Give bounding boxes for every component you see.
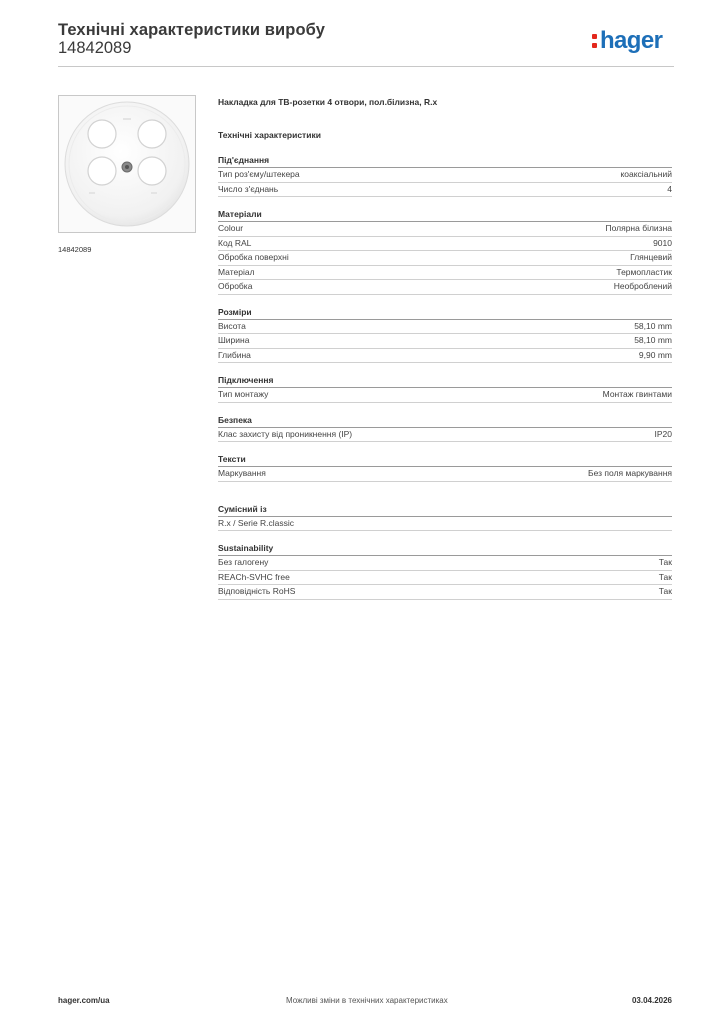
footer-date: 03.04.2026 bbox=[631, 996, 672, 1005]
logo-dot-bottom bbox=[592, 43, 597, 48]
product-image bbox=[58, 95, 196, 233]
spec-row bbox=[218, 349, 672, 364]
spec-group bbox=[218, 542, 672, 600]
spec-row bbox=[218, 266, 672, 281]
footer-disclaimer: Можливі зміни в технічних характеристиках bbox=[286, 996, 448, 1005]
spec-label: Обробка bbox=[218, 281, 253, 291]
spec-label: Код RAL bbox=[218, 237, 252, 248]
image-caption: 14842089 bbox=[58, 245, 92, 254]
product-name: Накладка для ТВ-розетки 4 отвори, пол.білизна, R.x bbox=[218, 97, 438, 107]
spec-label: Обробка поверхні bbox=[218, 252, 289, 262]
spec-group bbox=[218, 306, 672, 364]
spec-label: Маркування bbox=[218, 468, 266, 478]
hager-logo[interactable] bbox=[592, 28, 676, 56]
spec-row bbox=[218, 388, 672, 403]
spec-row bbox=[218, 571, 672, 586]
spec-value: Так bbox=[658, 571, 672, 582]
spec-label: Тип роз'єму/штекера bbox=[218, 169, 300, 179]
spec-row bbox=[218, 237, 672, 252]
spec-group-title: Sustainability bbox=[218, 542, 672, 556]
spec-group bbox=[218, 414, 672, 443]
tech-section-title: Технічні характеристики bbox=[218, 130, 321, 140]
spec-label: Ширина bbox=[218, 335, 250, 345]
spec-row bbox=[218, 222, 672, 237]
spec-label: Висота bbox=[218, 320, 246, 331]
spec-row bbox=[218, 251, 672, 266]
spec-row bbox=[218, 467, 672, 482]
spec-group-title: Підключення bbox=[218, 374, 672, 388]
spec-group-title: Під'єднання bbox=[218, 154, 672, 168]
spec-label: Число з'єднань bbox=[218, 183, 279, 194]
spec-value: коаксіальний bbox=[620, 169, 672, 179]
spec-value: Так bbox=[658, 586, 672, 596]
socket-cover-4-holes-image bbox=[59, 96, 195, 232]
spec-value: 58,10 mm bbox=[634, 335, 672, 345]
spec-value: Без поля маркування bbox=[588, 468, 672, 478]
spec-value: Так bbox=[658, 557, 672, 567]
spec-label: Клас захисту від проникнення (IP) bbox=[218, 428, 353, 439]
spec-value: 58,10 mm bbox=[634, 320, 672, 331]
spec-label: Матеріал bbox=[218, 266, 255, 277]
spec-row bbox=[218, 320, 672, 335]
spec-group bbox=[218, 503, 672, 532]
spec-row bbox=[218, 183, 672, 198]
spec-label: REACh-SVHC free bbox=[218, 571, 290, 582]
product-code: 14842089 bbox=[58, 39, 132, 57]
spec-group bbox=[218, 453, 672, 482]
spec-value: Монтаж гвинтами bbox=[602, 389, 672, 399]
spec-value: Термопластик bbox=[616, 266, 672, 277]
spec-label: Тип монтажу bbox=[218, 389, 269, 399]
spec-group-title: Розміри bbox=[218, 306, 672, 320]
spec-row bbox=[218, 280, 672, 295]
spec-group bbox=[218, 374, 672, 403]
spec-value: 9010 bbox=[653, 237, 672, 248]
spec-group-title: Матеріали bbox=[218, 208, 672, 222]
footer-website[interactable]: hager.com/ua bbox=[58, 996, 110, 1005]
spec-row bbox=[218, 585, 672, 600]
spec-row bbox=[218, 428, 672, 443]
spec-row bbox=[218, 556, 672, 571]
logo-text: hager bbox=[600, 27, 663, 54]
spec-content bbox=[218, 96, 672, 600]
spec-label: Colour bbox=[218, 223, 244, 233]
spec-label: R.x / Serie R.classic bbox=[218, 517, 295, 528]
spec-value: IP20 bbox=[654, 428, 672, 439]
spec-value: 9,90 mm bbox=[638, 349, 672, 360]
header-divider bbox=[58, 66, 674, 67]
spec-row bbox=[218, 168, 672, 183]
spec-label: Відповідність RoHS bbox=[218, 586, 296, 596]
spec-label: Глибина bbox=[218, 349, 251, 360]
spec-value: 4 bbox=[667, 183, 672, 194]
spec-label: Без галогену bbox=[218, 557, 269, 567]
spec-value: Полярна білизна bbox=[605, 223, 672, 233]
spec-row bbox=[218, 334, 672, 349]
spec-group bbox=[218, 208, 672, 295]
spec-value: Глянцевий bbox=[630, 252, 672, 262]
spec-groups bbox=[218, 154, 672, 600]
page-title: Технічні характеристики виробу bbox=[58, 21, 325, 39]
spec-row bbox=[218, 517, 672, 532]
spec-group-title: Тексти bbox=[218, 453, 672, 467]
logo-dot-top bbox=[592, 34, 597, 39]
spec-group-title: Сумісний із bbox=[218, 503, 672, 517]
spec-group-title: Безпека bbox=[218, 414, 672, 428]
spec-value: Необроблений bbox=[613, 281, 672, 291]
spec-group bbox=[218, 154, 672, 197]
